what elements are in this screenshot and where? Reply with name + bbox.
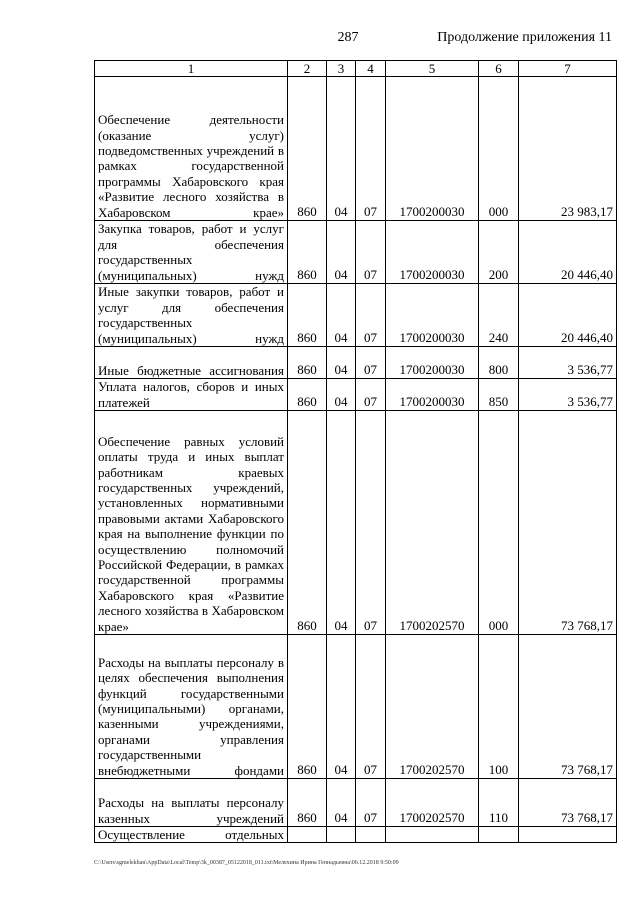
cell-section: 04 [327,77,356,221]
column-header: 6 [479,61,519,77]
cell-target: 1700200030 [386,284,479,347]
cell-target: 1700200030 [386,77,479,221]
cell-section: 04 [327,379,356,411]
table-row [95,779,617,827]
cell-expense-type [479,827,519,843]
cell-expense-type: 000 [479,411,519,635]
cell-section: 04 [327,411,356,635]
cell-amount: 3 536,77 [519,379,617,411]
cell-amount: 73 768,17 [519,411,617,635]
budget-table [94,60,617,843]
cell-target: 1700202570 [386,411,479,635]
row-description: Расходы на выплаты персоналу в целях обеспечения выполнения функций государственными (муниципальными) органами, казенными учреждениями, органами управления государственными внебюджетными фондами [95,635,288,779]
cell-target: 1700202570 [386,635,479,779]
cell-expense-type: 110 [479,779,519,827]
cell-expense-type: 200 [479,221,519,284]
cell-section: 04 [327,347,356,379]
row-description: Обеспечение равных условий оплаты труда и иных выплат работникам краевых государственных учреждений, установленных нормативными правовыми актами Хабаровского края на выполнение функции по осуществлению полномочий Российской Федерации, в рамках государственной программы Хабаровского края «Развитие лесного хозяйства в Хабаровском крае» [95,411,288,635]
cell-target: 1700200030 [386,221,479,284]
cell-subsection: 07 [356,221,386,284]
cell-expense-type: 000 [479,77,519,221]
table-header-row [95,61,617,77]
cell-expense-type: 800 [479,347,519,379]
cell-code: 860 [288,221,327,284]
cell-code: 860 [288,77,327,221]
cell-code [288,827,327,843]
cell-expense-type: 240 [479,284,519,347]
cell-expense-type: 850 [479,379,519,411]
cell-code: 860 [288,284,327,347]
cell-target: 1700200030 [386,347,479,379]
column-header: 7 [519,61,617,77]
table-row [95,284,617,347]
cell-subsection: 07 [356,347,386,379]
row-description: Иные закупки товаров, работ и услуг для обеспечения государственных (муниципальных) нужд [95,284,288,347]
cell-subsection: 07 [356,779,386,827]
row-description: Иные бюджетные ассигнования [95,347,288,379]
cell-amount: 3 536,77 [519,347,617,379]
cell-section: 04 [327,779,356,827]
row-description: Закупка товаров, работ и услуг для обеспечения государственных (муниципальных) нужд [95,221,288,284]
cell-section: 04 [327,635,356,779]
cell-code: 860 [288,635,327,779]
row-description: Осуществление отдельных [95,827,288,843]
cell-amount: 73 768,17 [519,779,617,827]
table-row [95,379,617,411]
table-row [95,221,617,284]
cell-amount: 73 768,17 [519,635,617,779]
cell-amount: 20 446,40 [519,221,617,284]
cell-amount: 23 983,17 [519,77,617,221]
document-footer-path: C:\Users\sgmelekhan\AppData\Local\Temp\3k_00387_05122018_011.txt\Мелехина Ирина Геннадьевна\06.12.2018 9:50:09 [94,860,399,866]
page-caption: Продолжение приложения 11 [437,30,612,45]
cell-amount [519,827,617,843]
table-row [95,827,617,843]
cell-section: 04 [327,221,356,284]
column-header: 3 [327,61,356,77]
cell-subsection [356,827,386,843]
cell-target: 1700200030 [386,379,479,411]
cell-code: 860 [288,347,327,379]
table-row [95,411,617,635]
table-row [95,635,617,779]
cell-subsection: 07 [356,411,386,635]
cell-section: 04 [327,284,356,347]
cell-subsection: 07 [356,635,386,779]
table-row [95,77,617,221]
cell-code: 860 [288,379,327,411]
cell-expense-type: 100 [479,635,519,779]
column-header: 5 [386,61,479,77]
cell-subsection: 07 [356,77,386,221]
row-description: Расходы на выплаты персоналу казенных учреждений [95,779,288,827]
page-number: 287 [337,30,359,45]
row-description: Обеспечение деятельности (оказание услуг) подведомственных учреждений в рамках государственной программы Хабаровского края «Развитие лесного хозяйства в Хабаровском крае» [95,77,288,221]
cell-code: 860 [288,779,327,827]
cell-subsection: 07 [356,379,386,411]
cell-amount: 20 446,40 [519,284,617,347]
column-header: 4 [356,61,386,77]
row-description: Уплата налогов, сборов и иных платежей [95,379,288,411]
cell-code: 860 [288,411,327,635]
cell-section [327,827,356,843]
cell-target: 1700202570 [386,779,479,827]
column-header: 1 [95,61,288,77]
column-header: 2 [288,61,327,77]
cell-target [386,827,479,843]
cell-subsection: 07 [356,284,386,347]
table-row [95,347,617,379]
